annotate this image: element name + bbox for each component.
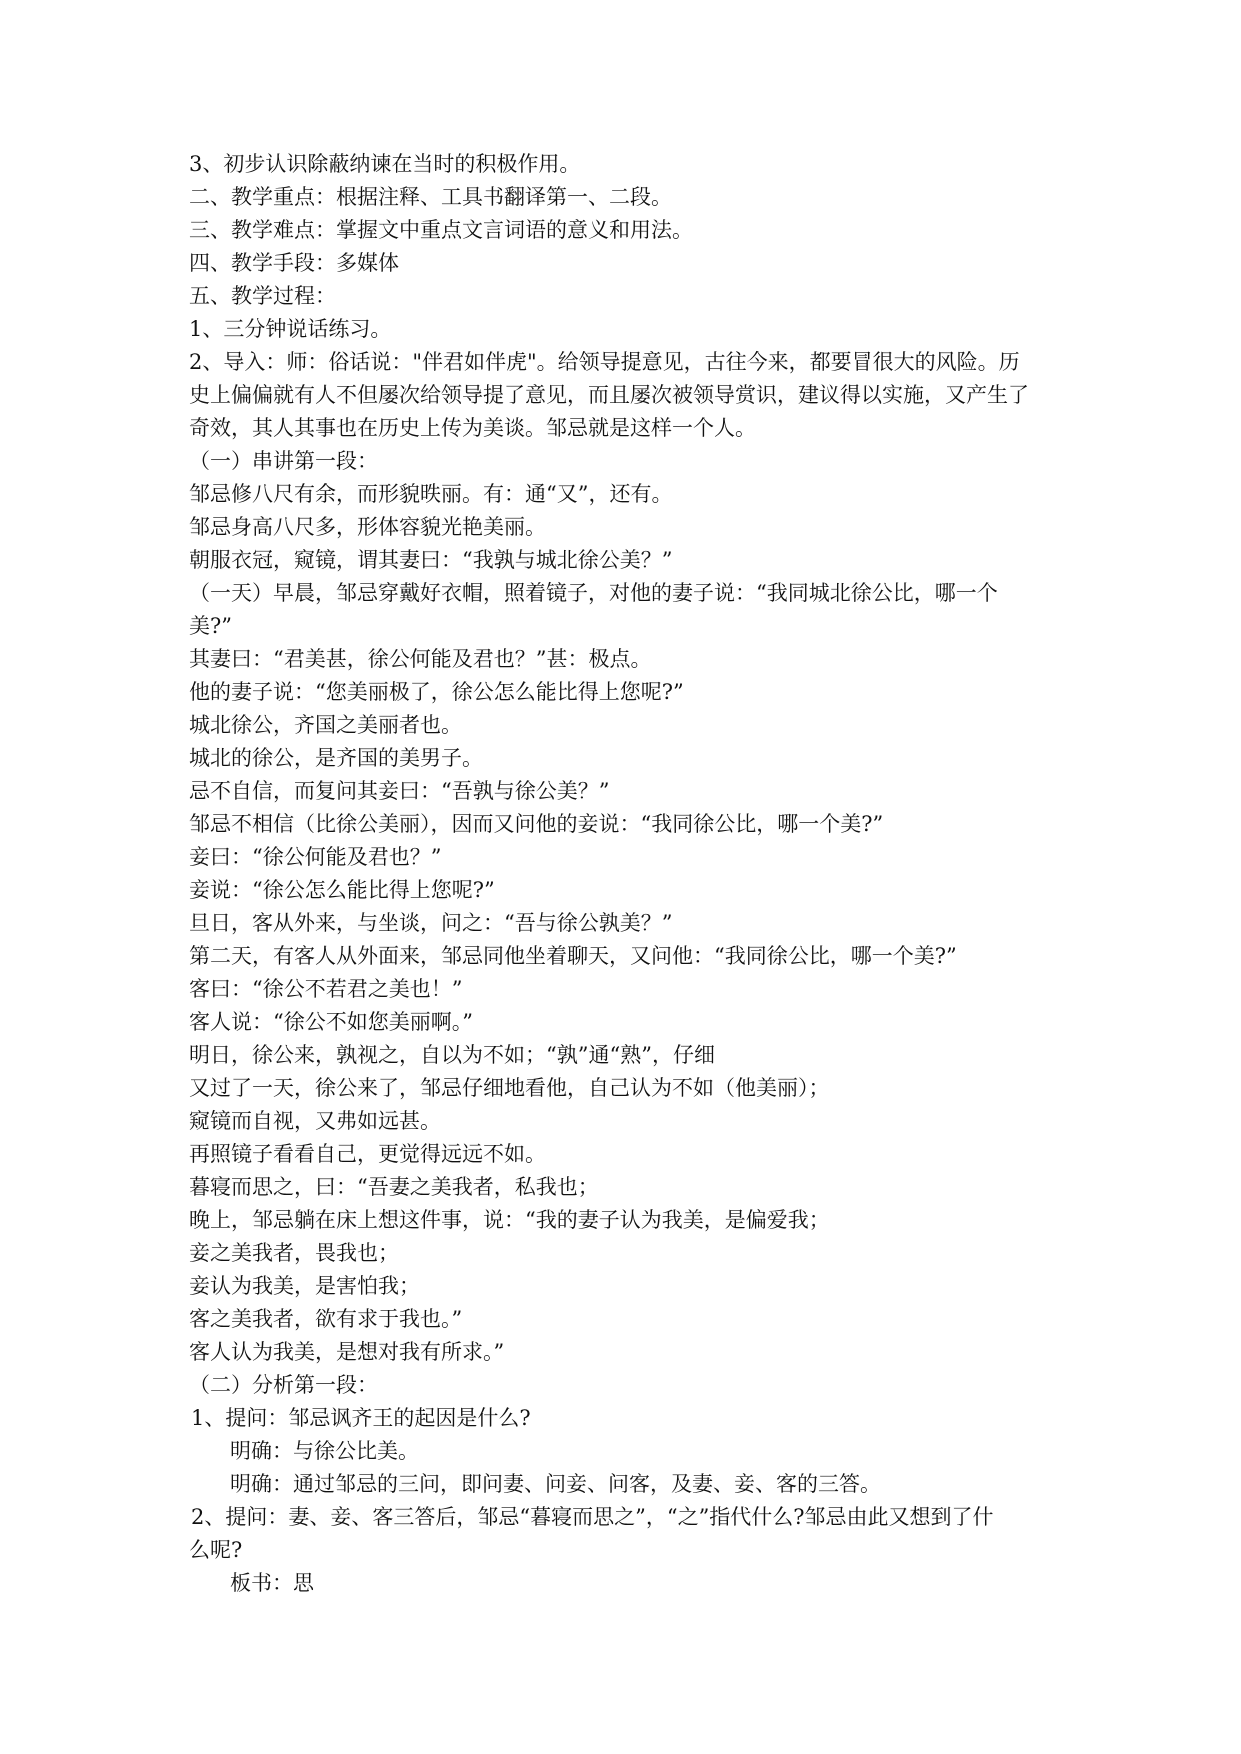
text-line: 他的妻子说：“您美丽极了，徐公怎么能比得上您呢?” [189,680,684,704]
text-line: 2、导入：师：俗话说："伴君如伴虎"。给领导提意见，古往今来，都要冒很大的风险。历 [189,350,1020,374]
text-line: 奇效，其人其事也在历史上传为美谈。邹忌就是这样一个人。 [189,416,756,440]
text-line: 邹忌身高八尺多，形体容貌光艳美丽。 [189,515,546,539]
text-line: 美?” [189,614,232,638]
document-body [189,148,1069,1600]
text-line: 四、教学手段：多媒体 [189,251,399,275]
text-line: 忌不自信，而复问其妾曰：“吾孰与徐公美？” [189,779,610,803]
text-line: 2、提问：妻、妾、客三答后，邹忌“暮寝而思之”，“之”指代什么?邹忌由此又想到了什 [191,1505,994,1529]
text-line: 三、教学难点：掌握文中重点文言词语的意义和用法。 [189,218,693,242]
text-line: 其妻曰：“君美甚，徐公何能及君也？”甚：极点。 [189,647,652,671]
text-line: 3、初步认识除蔽纳谏在当时的积极作用。 [189,152,581,176]
text-line: 妾认为我美，是害怕我； [189,1274,420,1298]
text-line: 明确：通过邹忌的三问，即问妻、问妾、问客，及妻、妾、客的三答。 [230,1472,881,1496]
text-line: 朝服衣冠，窥镜，谓其妻曰：“我孰与城北徐公美？” [189,548,673,572]
text-line: 客之美我者，欲有求于我也。” [189,1307,463,1331]
text-line: 客人认为我美，是想对我有所求。” [189,1340,505,1364]
text-line: 晚上，邹忌躺在床上想这件事，说：“我的妻子认为我美，是偏爱我； [189,1208,830,1232]
text-line: 史上偏偏就有人不但屡次给领导提了意见，而且屡次被领导赏识，建议得以实施，又产生了 [189,383,1029,407]
text-line: 1、提问：邹忌讽齐王的起因是什么? [191,1406,531,1430]
text-line: 么呢? [189,1538,243,1562]
text-line: 又过了一天，徐公来了，邹忌仔细地看他，自己认为不如（他美丽）； [189,1076,830,1100]
text-line: 1、三分钟说话练习。 [189,317,392,341]
text-line: 窥镜而自视，又弗如远甚。 [189,1109,441,1133]
text-line: 五、教学过程： [189,284,336,308]
text-line: 客人说：“徐公不如您美丽啊。” [189,1010,473,1034]
text-line: 明日，徐公来，孰视之，自以为不如；“孰”通“熟”，仔细 [189,1043,715,1067]
text-line: 客曰：“徐公不若君之美也！” [189,977,463,1001]
text-line: 妾之美我者，畏我也； [189,1241,399,1265]
text-line: （一天）早晨，邹忌穿戴好衣帽，照着镜子，对他的妻子说：“我同城北徐公比，哪一个 [189,581,998,605]
text-line: （二）分析第一段： [189,1373,378,1397]
text-line: 邹忌修八尺有余，而形貌昳丽。有：通“又”，还有。 [189,482,673,506]
text-line: 城北徐公，齐国之美丽者也。 [189,713,462,737]
text-line: 第二天，有客人从外面来，邹忌同他坐着聊天，又问他：“我同徐公比，哪一个美?” [189,944,957,968]
text-line: 妾曰：“徐公何能及君也？” [189,845,442,869]
text-line: 妾说：“徐公怎么能比得上您呢?” [189,878,495,902]
text-line: 暮寝而思之，曰：“吾妻之美我者，私我也； [189,1175,599,1199]
text-line: 旦日，客从外来，与坐谈，问之：“吾与徐公孰美？” [189,911,673,935]
text-line: 二、教学重点：根据注释、工具书翻译第一、二段。 [189,185,672,209]
text-line: 板书：思 [230,1571,314,1595]
text-line: 城北的徐公，是齐国的美男子。 [189,746,483,770]
text-line: 明确：与徐公比美。 [230,1439,419,1463]
text-line: 邹忌不相信（比徐公美丽），因而又问他的妾说：“我同徐公比，哪一个美?” [189,812,884,836]
text-line: （一）串讲第一段： [189,449,378,473]
text-line: 再照镜子看看自己，更觉得远远不如。 [189,1142,546,1166]
